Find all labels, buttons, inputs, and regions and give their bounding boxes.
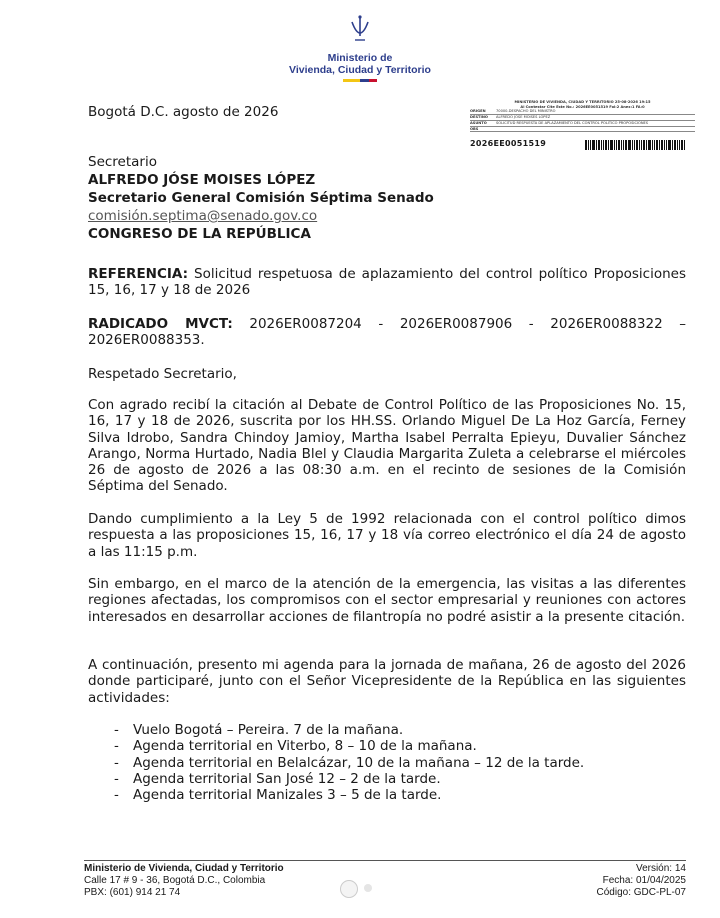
page-indicator[interactable]: [340, 880, 372, 898]
stamp-title: MINISTERIO DE VIVIENDA, CIUDAD Y TERRITORIO 25-08-2026 19:15: [514, 100, 651, 104]
list-item: - Vuelo Bogotá – Pereira. 7 de la mañana.: [88, 722, 686, 738]
stamp-row: OBS: [470, 127, 695, 133]
page-dot-active-icon[interactable]: [340, 880, 358, 898]
footer-divider: [84, 860, 686, 861]
footer-phone: PBX: (601) 914 21 74: [84, 887, 181, 898]
recipient-title: Secretario: [88, 154, 157, 170]
stamp-row: ASUNTO SOLICITUD RESPUESTA DE APLAZAMIENTO DEL CONTROL POLITICO PROPOSICIONES: [470, 121, 695, 127]
letter-date: Bogotá D.C. agosto de 2026: [88, 104, 279, 120]
list-item: - Agenda territorial Manizales 3 – 5 de la tarde.: [88, 787, 686, 803]
footer-address: Calle 17 # 9 - 36, Bogotá D.C., Colombia: [84, 875, 266, 886]
reference-label: REFERENCIA:: [88, 266, 189, 282]
footer-org-info: [84, 863, 284, 899]
filing-stamp: [470, 100, 695, 132]
filing-number: 2026EE0051519: [470, 139, 547, 148]
ministry-logo: [270, 14, 450, 82]
reference-block: [88, 266, 686, 299]
list-item: - Agenda territorial en Belalcázar, 10 de la mañana – 12 de la tarde.: [88, 755, 686, 771]
page-dot-icon[interactable]: [364, 884, 372, 892]
footer-code: Código: GDC-PL-07: [596, 887, 686, 898]
footer-org: Ministerio de Vivienda, Ciudad y Territorio: [84, 863, 284, 874]
recipient-block: [88, 153, 434, 243]
recipient-position: Secretario General Comisión Séptima Senado: [88, 190, 434, 206]
radicado-label: RADICADO MVCT:: [88, 316, 233, 332]
greeting: Respetado Secretario,: [88, 366, 237, 382]
recipient-name: ALFREDO JÓSE MOISES LÓPEZ: [88, 172, 316, 188]
paragraph: Dando cumplimiento a la Ley 5 de 1992 relacionada con el control político dimos respuesta a las proposiciones 15, 16, 17 y 18 vía correo electrónico el día 24 de agosto a las 11:15 p.m.: [88, 511, 686, 560]
barcode-icon: [585, 140, 693, 150]
list-item: - Agenda territorial en Viterbo, 8 – 10 de la mañana.: [88, 738, 686, 754]
list-item: - Agenda territorial San José 12 – 2 de la tarde.: [88, 771, 686, 787]
recipient-email[interactable]: comisión.septima@senado.gov.co: [88, 208, 318, 224]
stamp-subtitle: Al Contestar Cite Este No.: 2026EE0051519 Fol:2 Anex:1 FA:0: [520, 104, 645, 109]
agenda-list: [88, 722, 686, 803]
ministry-name-line2: Vivienda, Ciudad y Territorio: [289, 64, 431, 76]
ministry-name-line1: Ministerio de: [327, 52, 393, 64]
radicado-text: 2026ER0087204 - 2026ER0087906 - 2026ER0088322 – 2026ER0088353.: [88, 316, 687, 349]
footer-doc-info: [500, 863, 686, 899]
paragraph: Sin embargo, en el marco de la atención de la emergencia, las visitas a las diferentes regiones afectadas, los compromisos con el sector empresarial y reuniones con actores interesados en desarrollar acciones de filantropía no podré asistir a la presente citación.: [88, 576, 686, 625]
paragraph: Con agrado recibí la citación al Debate de Control Político de las Proposiciones No. 15, 16, 17 y 18 de 2026, suscrita por los HH.SS. Orlando Miguel De La Hoz García, Ferney Silva Idrobo, Sandra Chindoy Jamioy, Martha Isabel Perralta Epieyu, Duvalier Sánchez Arango, Norma Hurtado, Nadia Blel y Claudia Margarita Zuleta a celebrarse el miércoles 26 de agosto de 2026 a las 08:30 a.m. en el recinto de sesiones de la Comisión Séptima del Senado.: [88, 397, 686, 495]
footer-version: Versión: 14: [635, 863, 686, 874]
paragraph: A continuación, presento mi agenda para la jornada de mañana, 26 de agosto del 2026 donde participaré, junto con el Señor Vicepresidente de la República en las siguientes actividades:: [88, 657, 686, 706]
reference-text: Solicitud respetuosa de aplazamiento del control político Proposiciones 15, 16, 17 y 18 de 2026: [88, 266, 687, 299]
stamp-row: DESTINO ALFREDO JOSE MOISES LOPEZ: [470, 115, 695, 121]
footer-date: Fecha: 01/04/2025: [602, 875, 686, 886]
colombia-flag-strip: [343, 79, 377, 82]
recipient-organization: CONGRESO DE LA REPÚBLICA: [88, 226, 311, 242]
ministry-emblem-icon: [345, 14, 375, 48]
stamp-row: ORIGEN 70000-DESPACHO DEL MINISTRO: [470, 109, 695, 115]
radicado-block: [88, 316, 686, 349]
